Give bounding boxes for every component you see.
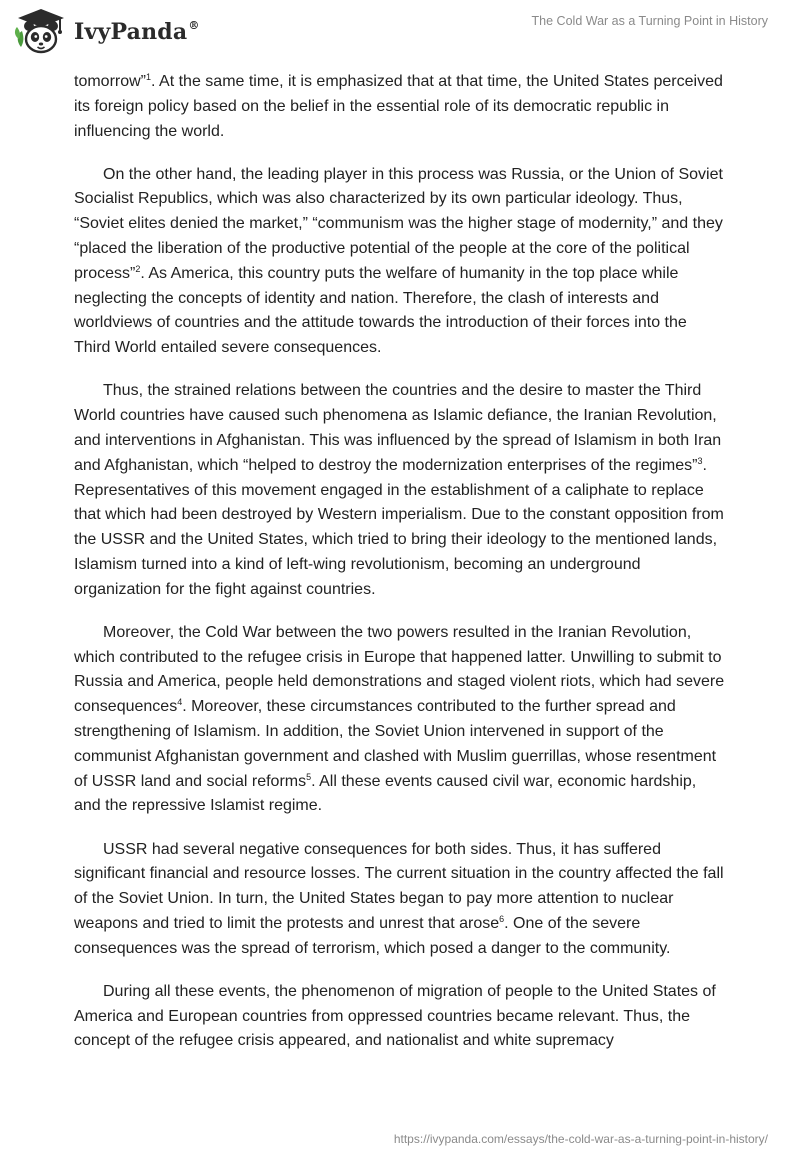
paragraph-text: . Moreover, these circumstances contributed to the further spread and strengthening of Islamism. In addition, the Soviet Union intervened in support of the communist Afghanistan government and clashed with Muslim guerrillas, whose resentment of USSR land and social reforms xyxy=(74,698,717,790)
brand-name: IvyPanda® xyxy=(74,19,200,45)
panda-graduate-icon xyxy=(14,7,68,57)
paragraph-text: . At the same time, it is emphasized that at that time, the United States perceived its foreign policy based on the belief in the essential role of its democratic republic in influencing the world. xyxy=(74,73,723,140)
body-paragraph xyxy=(74,621,726,819)
footnote-marker[interactable]: 4 xyxy=(177,697,183,708)
body-paragraph xyxy=(74,163,726,361)
ivypanda-logo[interactable] xyxy=(14,6,200,58)
paragraph-text: . Representatives of this movement engaged in the establishment of a caliphate to replace that which had been destroyed by Western imperialism. Due to the constant opposition from the USSR and the United States, which tried to bring their ideology to the mentioned lands, Islamism turned into a kind of left-wing revolutionism, becoming an underground organization for the fight against countries. xyxy=(74,456,724,598)
paragraph-text: tomorrow” xyxy=(74,73,147,90)
paragraph-text: Thus, the strained relations between the countries and the desire to master the Third World countries have caused such phenomena as Islamic defiance, the Iranian Revolution, and interventions in Afghanistan. This was influenced by the spread of Islamism in both Iran and Afghanistan, which “helped to destroy the modernization enterprises of the regimes” xyxy=(74,382,722,474)
paragraph-text: On the other hand, the leading player in this process was Russia, or the Union of Soviet Socialist Republics, which was also characterized by its own particular ideology. Thus, “Soviet elites denied the market,” “communism was the higher stage of modernity,” and they “placed the liberation of the productive potential of the people at the core of the political process” xyxy=(74,165,723,282)
paragraph-text: . One of the severe consequences was the spread of terrorism, which posed a danger to the community. xyxy=(74,914,671,957)
footnote-marker[interactable]: 3 xyxy=(697,455,703,466)
page-header xyxy=(0,0,800,64)
body-paragraph xyxy=(74,70,726,144)
paragraph-text: . As America, this country puts the welfare of humanity in the top place while neglecting the concepts of identity and nation. Therefore, the clash of interests and worldviews of countries and the attitude towards the introduction of their forces into the Third World entailed severe consequences. xyxy=(74,264,687,357)
footnote-marker[interactable]: 2 xyxy=(135,263,141,274)
body-paragraph xyxy=(74,980,726,1054)
body-paragraph xyxy=(74,379,726,602)
registered-mark: ® xyxy=(188,19,200,32)
paragraph-text: . All these events caused civil war, economic hardship, and the repressive Islamist regime. xyxy=(74,772,697,815)
footnote-marker[interactable]: 5 xyxy=(306,771,312,782)
running-title: The Cold War as a Turning Point in History xyxy=(531,14,768,28)
source-url[interactable]: https://ivypanda.com/essays/the-cold-war-as-a-turning-point-in-history/ xyxy=(393,1132,768,1146)
paragraph-text: Moreover, the Cold War between the two powers resulted in the Iranian Revolution, which contributed to the refugee crisis in Europe that happened latter. Unwilling to submit to Russia and America, people held demonstrations and staged violent riots, which had severe consequences xyxy=(74,623,725,716)
body-paragraph xyxy=(74,838,726,962)
paragraph-text: USSR had several negative consequences for both sides. Thus, it has suffered significant financial and resource losses. The current situation in the country affected the fall of the Soviet Union. In turn, the United States began to pay more attention to nuclear weapons and tried to limit the protests and unrest that arose xyxy=(74,840,724,932)
paragraph-text: During all these events, the phenomenon of migration of people to the United States of America and European countries from oppressed countries became relevant. Thus, the concept of the refugee crisis appeared, and nationalist and white supremacy xyxy=(74,982,716,1050)
essay-body xyxy=(74,70,726,1072)
footnote-marker[interactable]: 6 xyxy=(499,913,505,924)
footnote-marker[interactable]: 1 xyxy=(146,72,152,82)
